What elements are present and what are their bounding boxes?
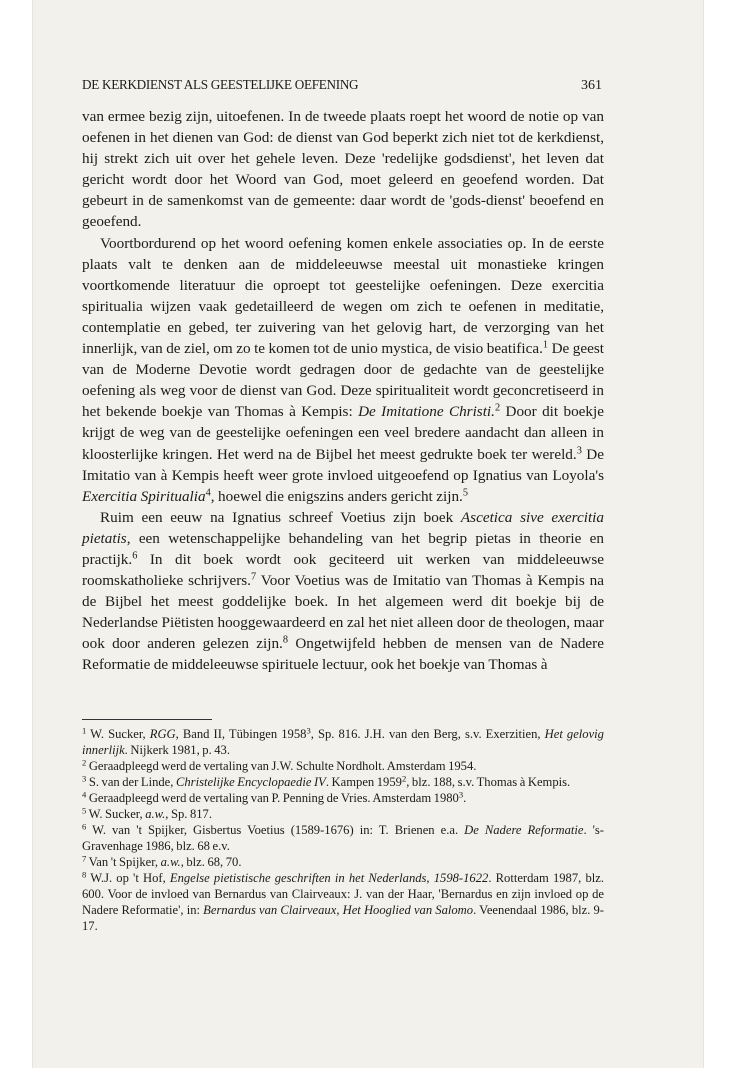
text-run: , Sp. 817.	[165, 807, 212, 821]
text-run: Geraadpleegd werd de vertaling van P. Penning de Vries. Amsterdam 1980	[86, 791, 459, 805]
text-run: Ongetwijfeld hebben de mensen van de Nadere Reformatie de middeleeuwse spirituele lectuur, ook het boekje van Thomas à	[82, 635, 604, 674]
footnote-ref: 3	[576, 444, 582, 456]
text-run: .	[463, 791, 467, 805]
text-run: , hoewel die enigszins anders gericht zijn.	[210, 487, 463, 505]
italic-text: De Imitatione Christi	[358, 403, 492, 421]
footnote-ref: 4	[205, 487, 211, 499]
footnote-ref: 5	[462, 487, 469, 499]
italic-text: Christelijke Encyclopaedie IV	[175, 775, 326, 789]
footnote-ref: 1	[82, 725, 87, 736]
body-text	[82, 106, 604, 676]
text-run: W. Sucker,	[86, 807, 146, 821]
italic-text: Exercitia Spiritualia	[82, 487, 206, 505]
text-run: W. Sucker,	[86, 727, 150, 741]
running-header	[82, 77, 602, 94]
footnote-ref: 6	[132, 550, 138, 562]
text-run: S. van der Linde,	[86, 775, 176, 789]
footnote-ref: 7	[250, 571, 257, 583]
text-run: . Kampen 1959	[325, 775, 402, 789]
running-title: DE KERKDIENST ALS GEESTELIJKE OEFENING	[82, 77, 359, 92]
italic-text: Ascetica sive exercitia pietatis	[82, 508, 604, 547]
footnote-ref: 1	[542, 339, 549, 351]
italic-text: Engelse pietistische geschriften in het Nederlands, 1598-1622	[169, 871, 489, 885]
text-run: Voor Voetius was de Imitatio van Thomas à Kempis na de Bijbel het meest goddelijke boek. In het algemeen werd dit boekje bij de Nederlandse Piëtisten hooggewaardeerd en zal het niet alleen door de theologen, maar ook door anderen gelezen zijn.	[82, 572, 604, 653]
footnote-separator	[82, 719, 212, 720]
text-run: In dit boek wordt ook geciteerd uit werken van middeleeuwse roomskatholieke schrijvers.	[82, 550, 604, 590]
text-run: , Band II, Tübingen 1958	[175, 727, 307, 741]
text-run: . Rotterdam 1987, blz. 600. Voor de invloed van Bernardus van Clairveaux: J. van der Haar, 'Bernardus en zijn invloed op de Nadere Reformatie', in:	[82, 871, 604, 917]
footnote	[82, 854, 604, 870]
text-run: De Imitatio van à Kempis heeft weer grote invloed uitgeoefend op Ignatius van Loyola's	[82, 445, 604, 484]
footnote	[82, 790, 604, 806]
text-run: . Nijkerk 1981, p. 43.	[124, 743, 231, 757]
paragraph	[82, 507, 604, 676]
footnote	[82, 806, 604, 822]
footnotes	[82, 726, 604, 934]
footnote	[82, 870, 604, 934]
text-run: . 's-Gravenhage 1986, blz. 68 e.v.	[82, 823, 604, 853]
text-run: , een wetenschappelijke behandeling van het begrip pietas in theorie en practijk.	[82, 529, 604, 568]
paragraph	[82, 233, 604, 507]
footnote-ref: 3	[458, 789, 464, 800]
text-run: W. van 't Spijker, Gisbertus Voetius (1589-1676) in: T. Brienen e.a.	[86, 823, 465, 837]
footnote-ref: 3	[306, 725, 311, 736]
page-number: 361	[581, 78, 602, 93]
text-run: Van 't Spijker,	[86, 855, 161, 869]
footnote	[82, 774, 604, 790]
italic-text: De Nadere Reformatie	[464, 823, 584, 837]
text-run: , Sp. 816. J.H. van den Berg, s.v. Exerzitien,	[310, 727, 545, 741]
italic-text: a.w.	[145, 807, 166, 821]
footnote	[82, 726, 604, 758]
text-run: , blz. 188, s.v. Thomas à Kempis.	[406, 775, 571, 789]
italic-text: RGG	[149, 727, 176, 741]
footnote-ref: 5	[82, 805, 87, 816]
footnote-ref: 8	[82, 869, 87, 880]
footnote-ref: 2	[401, 773, 407, 784]
text-run: . Veenendaal 1986, blz. 9-17.	[82, 903, 604, 933]
footnote-ref: 3	[82, 773, 87, 784]
footnote	[82, 822, 604, 854]
paragraph	[82, 106, 604, 233]
footnote-ref: 7	[82, 853, 87, 864]
footnote-ref: 6	[82, 821, 87, 832]
text-run: , blz. 68, 70.	[180, 855, 242, 869]
footnote-ref: 2	[494, 402, 501, 414]
footnote	[82, 758, 604, 774]
text-run: Door dit boekje krijgt de weg van de geestelijke oefeningen een veel bredere aandacht dan alleen in kloosterlijke kringen. Het werd na de Bijbel het meest gedrukte boek ter wereld.	[82, 403, 604, 463]
book-page	[32, 0, 704, 1068]
footnote-ref: 8	[282, 634, 289, 646]
text-run: Geraadpleegd werd de vertaling van J.W. Schulte Nordholt. Amsterdam 1954.	[86, 759, 477, 773]
italic-text: Bernardus van Clairveaux, Het Hooglied van Salomo	[203, 903, 474, 917]
footnote-ref: 2	[82, 757, 87, 768]
text-run: van ermee bezig zijn, uitoefenen. In de tweede plaats roept het woord de notie op van oefenen in het dienen van God: de dienst van God beperkt zich niet tot de kerkdienst, hij strekt zich uit over het gehele leven. Deze 'redelijke godsdienst', het leven dat gericht wordt door het Woord van God, moet geleerd en geoefend worden. Dat gebeurt in de samenkomst van de gemeente: daar wordt de 'gods-dienst' beoefend en geoefend.	[82, 108, 604, 231]
italic-text: .	[491, 403, 495, 421]
footnote-ref: 4	[82, 789, 87, 800]
italic-text: a.w.	[160, 855, 181, 869]
italic-text: Het gelovig innerlijk	[82, 727, 604, 757]
text-run: De geest van de Moderne Devotie wordt gedragen door de gedachte van de geestelijke oefening als weg voor de dienst van God. Deze spiritualiteit wordt geconcretiseerd in het bekende boekje van Thomas à Kempis:	[82, 340, 604, 421]
text-run: Ruim een eeuw na Ignatius schreef Voetius zijn boek	[100, 508, 461, 526]
text-run: Voortbordurend op het woord oefening komen enkele associaties op. In de eerste plaats valt te denken aan de middeleeuwse meestal uit monastieke kringen voortkomende literatuur die oproept tot geestelijke oefeningen. Deze exercitia spiritualia wijzen vaak gedetailleerd de wegen om zich te oefenen in meditatie, contemplatie en gebed, ter zuivering van het gelovig hart, de verzorging van het innerlijk, van de ziel, om zo te komen tot de unio mystica, de visio beatifica.	[82, 234, 604, 358]
text-run: W.J. op 't Hof,	[86, 871, 170, 885]
